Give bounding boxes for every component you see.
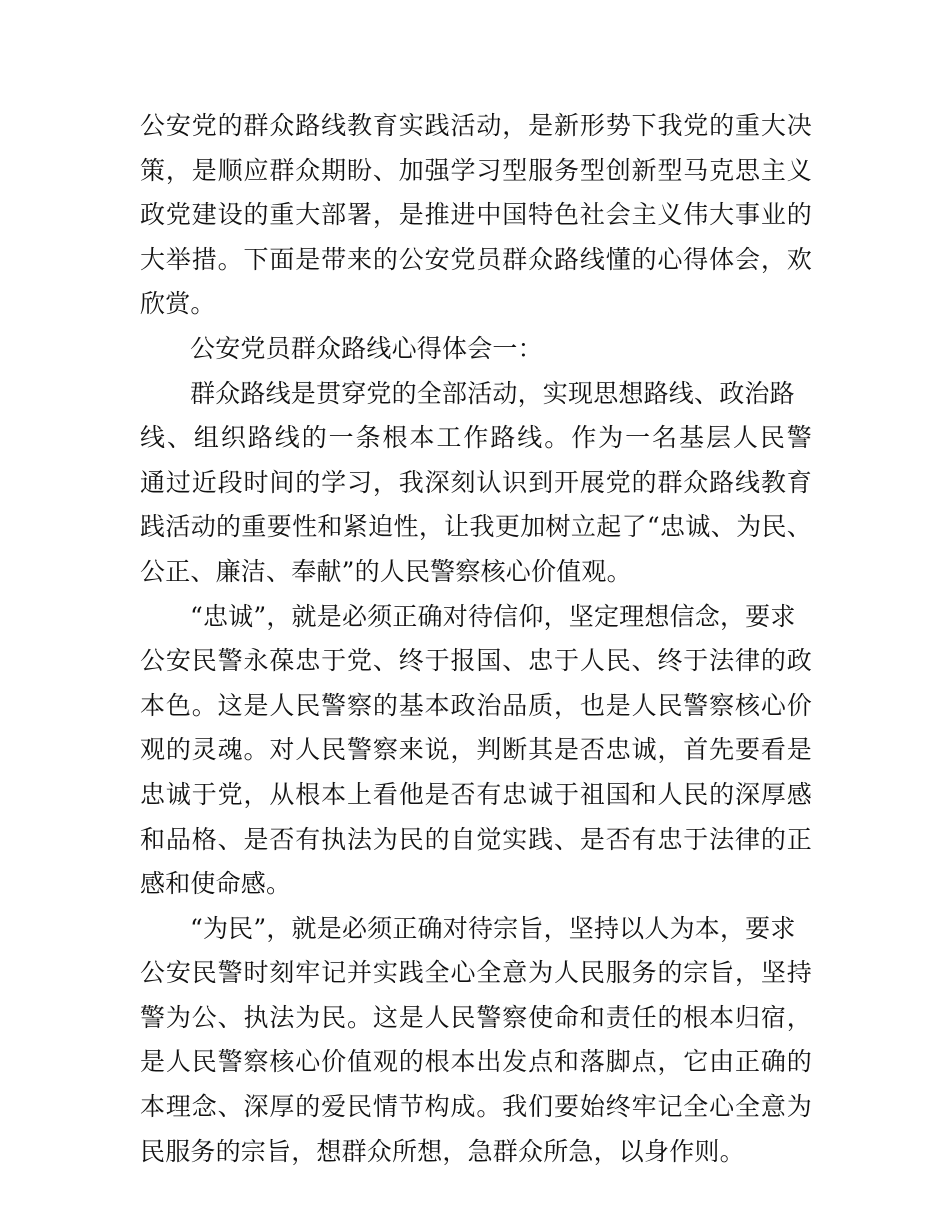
section-heading [140,327,812,372]
text-line: 欣赏。 [140,289,216,319]
text-line: 和品格、是否有执法为民的自觉实践、是否有忠于法律的正 [140,824,812,854]
text-line: “忠诚”，就是必须正确对待信仰，坚定理想信念，要求 [190,601,796,631]
text-line: 策，是顺应群众期盼、加强学习型服务型创新型马克思主义 [140,155,812,185]
text-line: 本色。这是人民警察的基本政治品质，也是人民警察核心价 [140,690,812,720]
text-line: 忠诚于党，从根本上看他是否有忠诚于祖国和人民的深厚感 [140,779,812,809]
text-line: 政党建设的重大部署，是推进中国特色社会主义伟大事业的 [140,200,812,230]
text-line: 感和使命感。 [140,869,292,899]
text-line: 线、组织路线的一条根本工作路线。作为一名基层人民警 [140,423,812,453]
text-line: 通过近段时间的学习，我深刻认识到开展党的群众路线教育 [140,467,812,497]
text-line: 践活动的重要性和紧迫性，让我更加树立起了“忠诚、为民、 [140,512,812,542]
text-line: 大举措。下面是带来的公安党员群众路线懂的心得体会，欢 [140,244,812,274]
intro-paragraph [140,104,812,327]
text-line: 民服务的宗旨，想群众所想，急群众所急，以身作则。 [140,1136,745,1166]
text-line: 本理念、深厚的爱民情节构成。我们要始终牢记全心全意为 [140,1092,812,1122]
text-line: 公安党的群众路线教育实践活动，是新形势下我党的重大决 [140,111,812,140]
serve-people-paragraph [140,907,812,1175]
loyalty-paragraph [140,595,812,907]
heading-line: 公安党员群众路线心得体会一： [190,333,543,363]
text-line: 群众路线是贯穿党的全部活动，实现思想路线、政治路 [190,378,795,408]
text-line: “为民”，就是必须正确对待宗旨，坚持以人为本，要求 [190,913,796,943]
text-line: 公安民警时刻牢记并实践全心全意为人民服务的宗旨，坚持 [140,958,812,988]
text-line: 观的灵魂。对人民警察来说，判断其是否忠诚，首先要看是 [140,735,812,765]
text-line: 警为公、执法为民。这是人民警察使命和责任的根本归宿， [140,1002,812,1032]
text-line: 是人民警察核心价值观的根本出发点和落脚点，它由正确的 [140,1047,812,1077]
text-line: 公安民警永葆忠于党、终于报国、忠于人民、终于法律的政 [140,646,812,676]
mass-line-paragraph [140,372,812,595]
document-body [140,104,812,1174]
text-line: 公正、廉洁、奉献”的人民警察核心价值观。 [140,556,632,586]
